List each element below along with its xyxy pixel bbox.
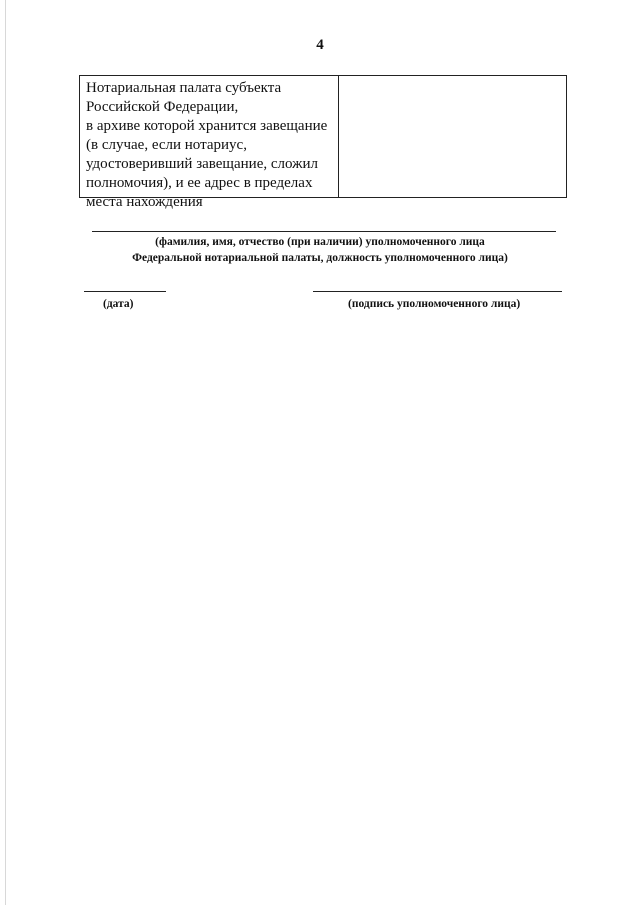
date-caption: (дата) bbox=[103, 298, 134, 310]
name-signature-line bbox=[92, 231, 556, 232]
page-number: 4 bbox=[316, 37, 324, 53]
name-caption: (фамилия, имя, отчество (при наличии) уполномоченного лица Федеральной нотариальной палаты, должность уполномоченного лица) bbox=[132, 236, 508, 264]
notary-chamber-value-cell bbox=[339, 76, 566, 197]
date-line bbox=[84, 291, 166, 292]
signature-caption: (подпись уполномоченного лица) bbox=[348, 298, 521, 310]
notary-chamber-label-cell: Нотариальная палата субъекта Российской Федерации, в архиве которой хранится завещание (в случае, если нотариус, удостоверивший завещание, сложил полномочия), и ее адрес в пределах места нахождения bbox=[80, 76, 339, 197]
scan-edge-line bbox=[5, 0, 6, 905]
signature-line bbox=[313, 291, 562, 292]
notary-chamber-table bbox=[79, 75, 567, 210]
